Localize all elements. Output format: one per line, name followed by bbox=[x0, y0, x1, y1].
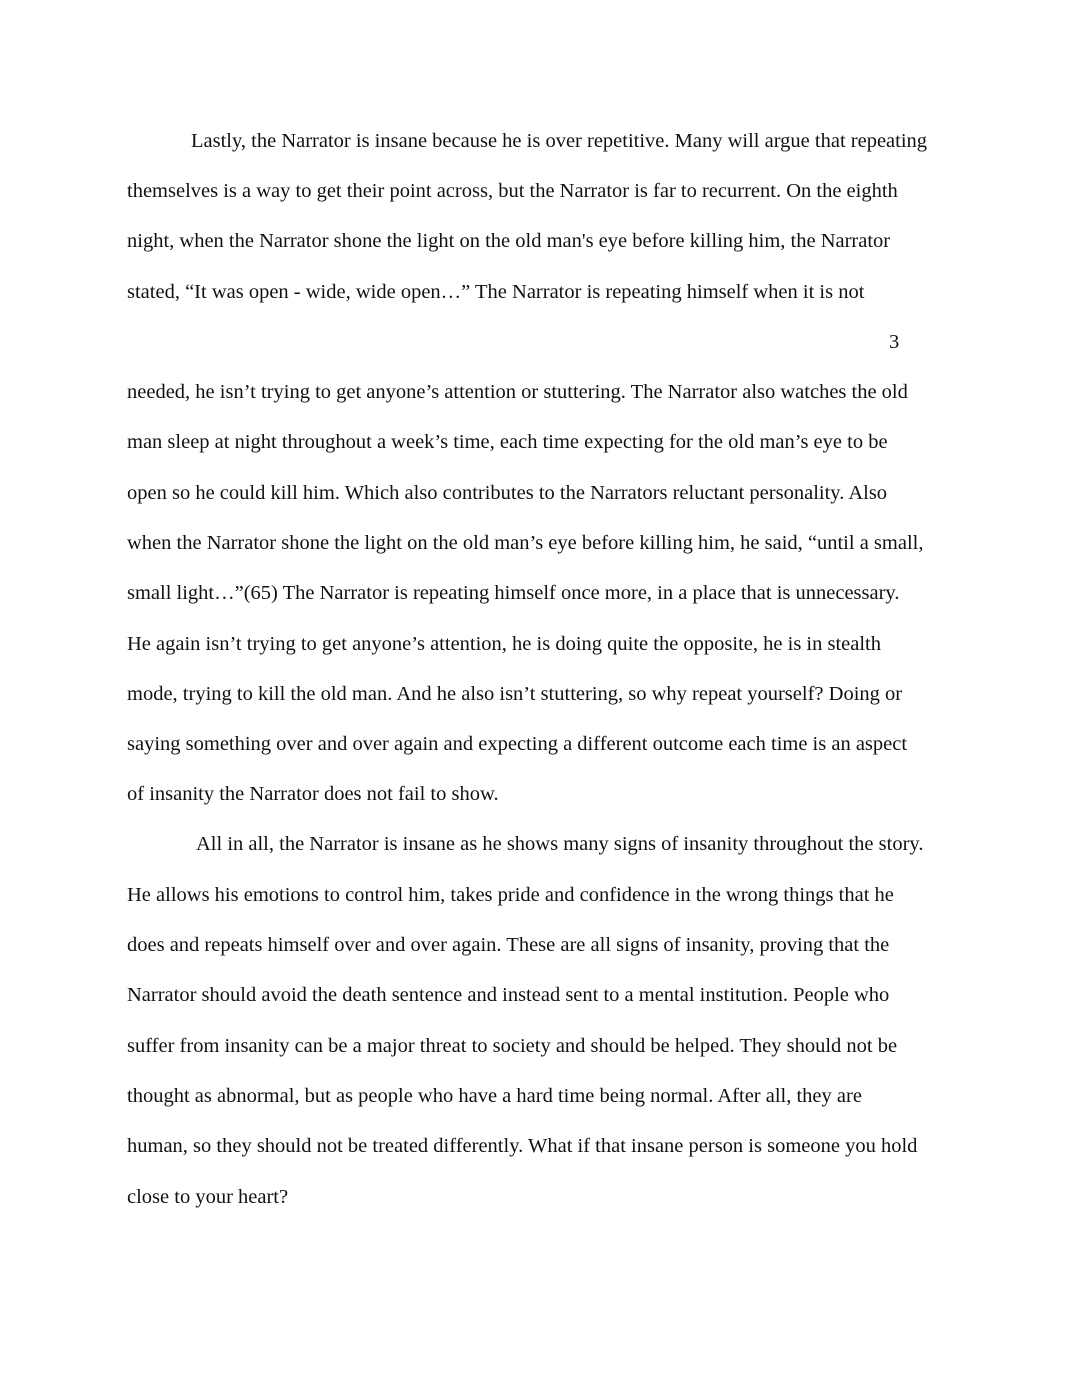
text-line: Lastly, the Narrator is insane because he is over repetitive. Many will argue that repeating bbox=[191, 130, 928, 152]
text-line: small light…”(65) The Narrator is repeating himself once more, in a place that is unnecessary. bbox=[127, 582, 900, 604]
text-line: when the Narrator shone the light on the old man’s eye before killing him, he said, “until a small, bbox=[127, 532, 924, 554]
text-line: saying something over and over again and expecting a different outcome each time is an aspect bbox=[127, 733, 908, 755]
text-line: close to your heart? bbox=[127, 1186, 289, 1208]
text-line: He allows his emotions to control him, takes pride and confidence in the wrong things that he bbox=[127, 884, 894, 906]
page-number: 3 bbox=[889, 331, 900, 353]
text-line: needed, he isn’t trying to get anyone’s attention or stuttering. The Narrator also watches the old bbox=[127, 381, 908, 403]
text-line: human, so they should not be treated differently. What if that insane person is someone you hold bbox=[127, 1135, 918, 1157]
text-line: open so he could kill him. Which also contributes to the Narrators reluctant personality. Also bbox=[127, 482, 888, 504]
text-line: man sleep at night throughout a week’s time, each time expecting for the old man’s eye to be bbox=[127, 431, 888, 453]
text-line: night, when the Narrator shone the light on the old man's eye before killing him, the Narrator bbox=[127, 230, 891, 252]
text-line: thought as abnormal, but as people who have a hard time being normal. After all, they are bbox=[127, 1085, 862, 1107]
text-line: mode, trying to kill the old man. And he also isn’t stuttering, so why repeat yourself? Doing or bbox=[127, 683, 903, 705]
text-line: suffer from insanity can be a major threat to society and should be helped. They should not be bbox=[127, 1035, 898, 1057]
text-line: He again isn’t trying to get anyone’s attention, he is doing quite the opposite, he is in stealth bbox=[127, 633, 882, 655]
text-line: themselves is a way to get their point across, but the Narrator is far to recurrent. On the eighth bbox=[127, 180, 898, 202]
text-line: of insanity the Narrator does not fail to show. bbox=[127, 783, 499, 805]
text-line: stated, “It was open - wide, wide open…” The Narrator is repeating himself when it is not bbox=[127, 281, 865, 303]
text-line: does and repeats himself over and over again. These are all signs of insanity, proving that the bbox=[127, 934, 890, 956]
text-line: Narrator should avoid the death sentence and instead sent to a mental institution. People who bbox=[127, 984, 890, 1006]
text-line: All in all, the Narrator is insane as he shows many signs of insanity throughout the story. bbox=[196, 833, 924, 855]
